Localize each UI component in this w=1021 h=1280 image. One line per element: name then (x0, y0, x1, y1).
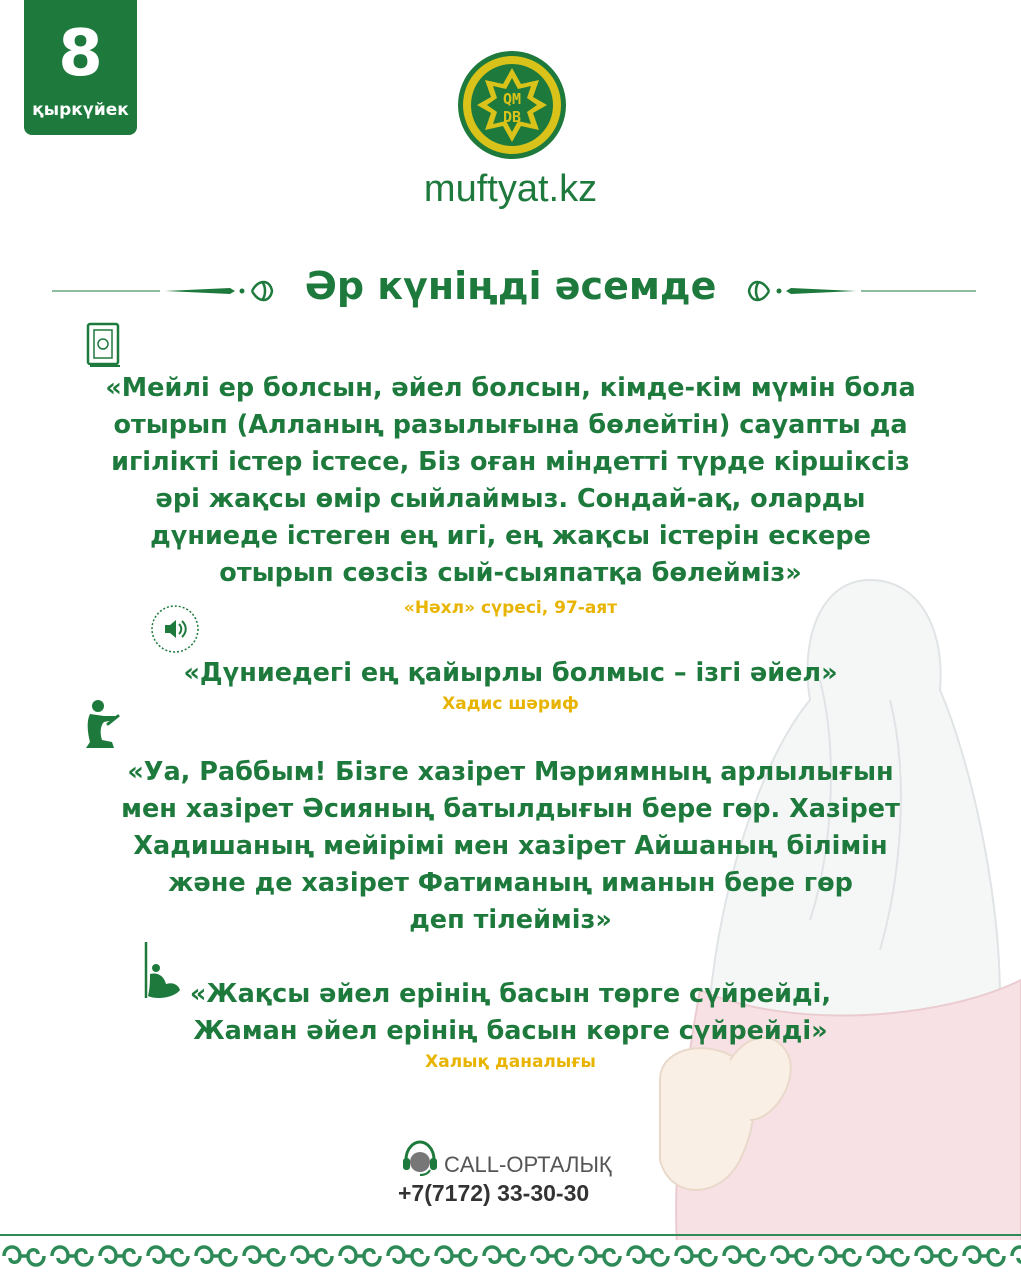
title-row (0, 262, 1021, 322)
site-name: muftyat.kz (423, 168, 598, 210)
date-badge (24, 0, 137, 135)
verse-line: отырып (Алланың разылығына бөлейтін) сауапты да (113, 410, 908, 440)
verse-line: дүниеде істеген ең игі, ең жақсы істерін ескере (150, 521, 871, 551)
dua-text (0, 754, 1021, 939)
call-center-phone[interactable]: +7(7172) 33-30-30 (398, 1180, 590, 1206)
logo-text-bottom: DB (502, 108, 522, 126)
logo-text-top: QM (502, 90, 522, 108)
bottom-ornament (0, 1232, 1021, 1280)
proverb-line: «Жақсы әйел ерінің басын төрге сүйрейді, (189, 979, 832, 1009)
verse-text (0, 370, 1021, 592)
hadith-source: Хадис шәриф (442, 694, 579, 714)
call-center (398, 1138, 638, 1208)
verse-line: «Мейлі ер болсын, әйел болсын, кімде-кім мүмін бола (105, 373, 916, 403)
speaker-icon[interactable] (150, 604, 200, 654)
dua-line: деп тілейміз» (409, 905, 612, 935)
date-month: қыркүйек (32, 100, 129, 120)
page-title: Әр күніңді әсемде (304, 264, 717, 308)
headset-icon (400, 1138, 440, 1178)
praying-person-icon (84, 698, 124, 750)
date-day: 8 (58, 17, 103, 91)
call-center-label: CALL-ОРТАЛЫҚ (444, 1152, 612, 1177)
proverb-source: Халық даналығы (425, 1052, 596, 1072)
proverb-line: Жаман әйел ерінің басын көрге сүйрейді» (193, 1016, 828, 1046)
dua-line: және де хазірет Фатиманың иманын бере гөр (168, 868, 853, 898)
dua-line: мен хазірет Әсияның батылдығын бере гөр. Хазірет (121, 794, 900, 824)
hadith-text: «Дүниедегі ең қайырлы болмыс – ізгі әйел» (183, 658, 838, 688)
quran-book-icon (86, 322, 122, 368)
verse-line: игілікті істер істесе, Біз оған міндетті түрде кіршіксіз (111, 447, 910, 477)
verse-source: «Нәхл» сүресі, 97-аят (403, 598, 618, 618)
muftyat-logo (457, 50, 567, 160)
dua-line: Хадишаның мейірімі мен хазірет Айшаның білімін (133, 831, 888, 861)
verse-line: әрі жақсы өмір сыйлаймыз. Сондай-ақ, оларды (155, 484, 866, 514)
verse-line: отырып сөзсіз сый-сыяпатқа бөлейміз» (219, 558, 802, 588)
dua-line: «Уа, Раббым! Бізге хазірет Мәриямның арлылығын (127, 757, 894, 787)
proverb-text (0, 976, 1021, 1050)
